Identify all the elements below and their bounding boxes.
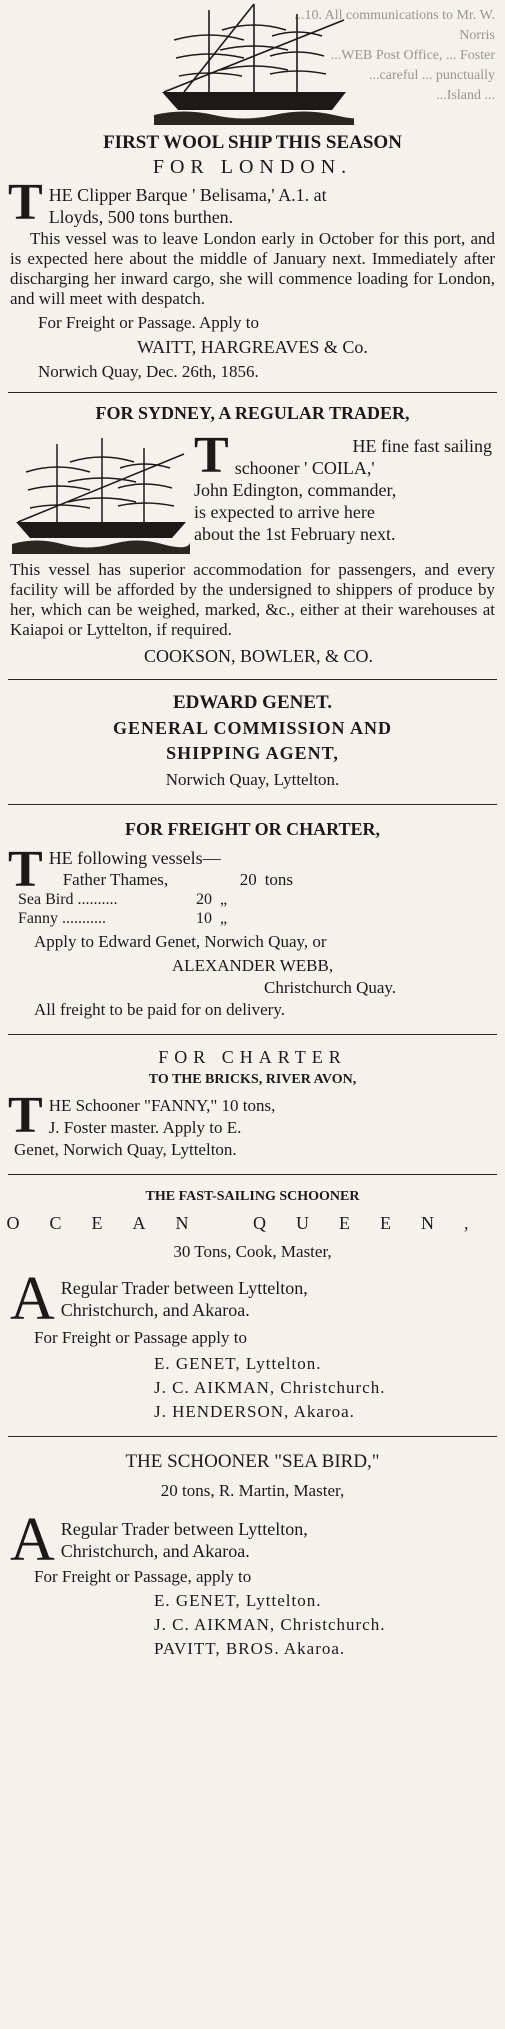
ad-for-charter xyxy=(4,1047,501,1160)
drop-cap: T xyxy=(194,432,229,478)
ad-heading: THE FAST-SAILING SCHOONER xyxy=(145,1189,360,1204)
agent-name: J. C. AIKMAN, Christchurch. xyxy=(154,1615,386,1634)
faded-line: ...10. All communications to Mr. W. Norris xyxy=(293,8,495,43)
divider xyxy=(8,804,497,805)
drop-cap: T xyxy=(8,846,43,898)
ad-subheading: FOR LONDON. xyxy=(152,156,353,178)
ad-heading: FOR FREIGHT OR CHARTER, xyxy=(124,819,381,839)
faded-line: ...careful ... punctually xyxy=(369,68,495,83)
ad-line: Christchurch, and Akaroa. xyxy=(60,1541,250,1561)
ad-line: GENERAL COMMISSION AND xyxy=(112,718,393,738)
ad-subheading: TO THE BRICKS, RIVER AVON, xyxy=(148,1072,357,1087)
agent-name: J. HENDERSON, Akaroa. xyxy=(154,1402,355,1421)
ad-line: J. Foster master. Apply to E. xyxy=(48,1118,242,1137)
apply-text: For Freight or Passage. Apply to xyxy=(38,313,259,332)
divider xyxy=(8,1174,497,1175)
divider xyxy=(8,392,497,393)
ship-woodcut-icon xyxy=(154,0,354,125)
ad-heading: FOR CHARTER xyxy=(158,1047,347,1067)
drop-cap: T xyxy=(8,1092,43,1138)
vessel-name: Father Thames, xyxy=(62,870,169,889)
vessel-name: Sea Bird .......... xyxy=(18,891,118,908)
ad-line: Genet, Norwich Quay, Lyttelton. xyxy=(14,1140,237,1159)
ad-line: John Edington, commander, xyxy=(194,480,397,500)
ad-line: Christchurch, and Akaroa. xyxy=(60,1300,250,1320)
vessel-unit: „ xyxy=(220,910,228,927)
ad-line: HE following vessels— xyxy=(48,848,221,868)
ad-line: schooner ' COILA,' xyxy=(234,458,375,478)
apply-text: For Freight or Passage apply to xyxy=(34,1328,247,1347)
ad-line: HE Clipper Barque ' Belisama,' A.1. at xyxy=(48,185,327,205)
drop-cap: A xyxy=(10,1272,55,1324)
ad-heading: EDWARD GENET. xyxy=(172,692,333,713)
vessel-tons: 10 xyxy=(196,910,212,927)
vessel-row xyxy=(4,891,501,909)
ad-line: Regular Trader between Lyttelton, xyxy=(60,1278,308,1298)
faded-line: ...Island ... xyxy=(436,88,495,103)
ad-heading: THE SCHOONER "SEA BIRD," xyxy=(125,1451,380,1472)
vessel-row xyxy=(49,870,501,890)
ship-name: OCEAN QUEEN, xyxy=(6,1213,499,1233)
ad-line: HE fine fast sailing xyxy=(352,436,492,456)
agent-name: E. GENET, Lyttelton. xyxy=(154,1591,322,1610)
ad-line: SHIPPING AGENT, xyxy=(166,743,339,763)
apply-text: Apply to Edward Genet, Norwich Quay, or xyxy=(34,932,327,951)
agent-name: ALEXANDER WEBB, xyxy=(171,956,334,975)
ad-address: Norwich Quay, Lyttelton. xyxy=(165,770,340,789)
agent-name: WAITT, HARGREAVES & Co. xyxy=(137,337,368,357)
ad-line: Regular Trader between Lyttelton, xyxy=(60,1519,308,1539)
ad-ocean-queen xyxy=(4,1189,501,1422)
ad-line: Lloyds, 500 tons burthen. xyxy=(48,207,234,227)
ad-date: Norwich Quay, Dec. 26th, 1856. xyxy=(38,362,259,381)
agent-name: J. C. AIKMAN, Christchurch. xyxy=(154,1378,386,1397)
faded-line: ...WEB Post Office, ... Foster xyxy=(330,48,495,63)
divider xyxy=(8,1436,497,1437)
vessel-row xyxy=(4,910,501,928)
vessel-name: Fanny ........... xyxy=(18,910,106,927)
divider xyxy=(8,1034,497,1035)
vessel-tons: 20 xyxy=(239,870,257,889)
vessel-tons: 20 xyxy=(196,891,212,908)
ad-sea-bird xyxy=(4,1451,501,1659)
ad-body: This vessel has superior accommodation for passengers, and every facility will be afforded by the undersigned to shippers of produce by her, which can be weighed, marked, &c., either at their warehouses at Kaiapoi or Lyttelton, if required. xyxy=(10,560,495,639)
ship-master: 20 tons, R. Martin, Master, xyxy=(160,1481,345,1500)
ship-master: 30 Tons, Cook, Master, xyxy=(173,1242,332,1261)
ad-line: HE Schooner "FANNY," 10 tons, xyxy=(48,1096,276,1115)
top-ship-block xyxy=(4,0,501,128)
ad-line: about the 1st February next. xyxy=(194,524,396,544)
drop-cap: A xyxy=(10,1513,55,1565)
ad-wool-ship xyxy=(4,132,501,382)
ad-heading: FOR SYDNEY, A REGULAR TRADER, xyxy=(95,403,410,423)
vessel-unit: „ xyxy=(220,891,228,908)
vessel-unit: tons xyxy=(264,870,294,889)
ad-sydney-trader xyxy=(4,403,501,667)
agent-name: PAVITT, BROS. Akaroa. xyxy=(154,1639,346,1658)
ad-edward-genet xyxy=(4,692,501,790)
agent-name: COOKSON, BOWLER, & CO. xyxy=(144,646,374,666)
ad-line: is expected to arrive here xyxy=(194,502,375,522)
ad-heading: FIRST WOOL SHIP THIS SEASON xyxy=(103,132,402,153)
ship-woodcut-icon xyxy=(12,436,190,559)
drop-cap: T xyxy=(8,179,43,227)
apply-text: For Freight or Passage, apply to xyxy=(34,1567,252,1586)
agent-place: Christchurch Quay. xyxy=(264,978,397,997)
ad-note: All freight to be paid for on delivery. xyxy=(34,1000,285,1019)
ad-body: This vessel was to leave London early in October for this port, and is expected here about the middle of January next. Immediately after discharging her inward cargo, she will commence loading for London, and will meet with despatch. xyxy=(10,229,495,308)
agent-name: E. GENET, Lyttelton. xyxy=(154,1354,322,1373)
ad-freight-charter xyxy=(4,819,501,1020)
divider xyxy=(8,679,497,680)
